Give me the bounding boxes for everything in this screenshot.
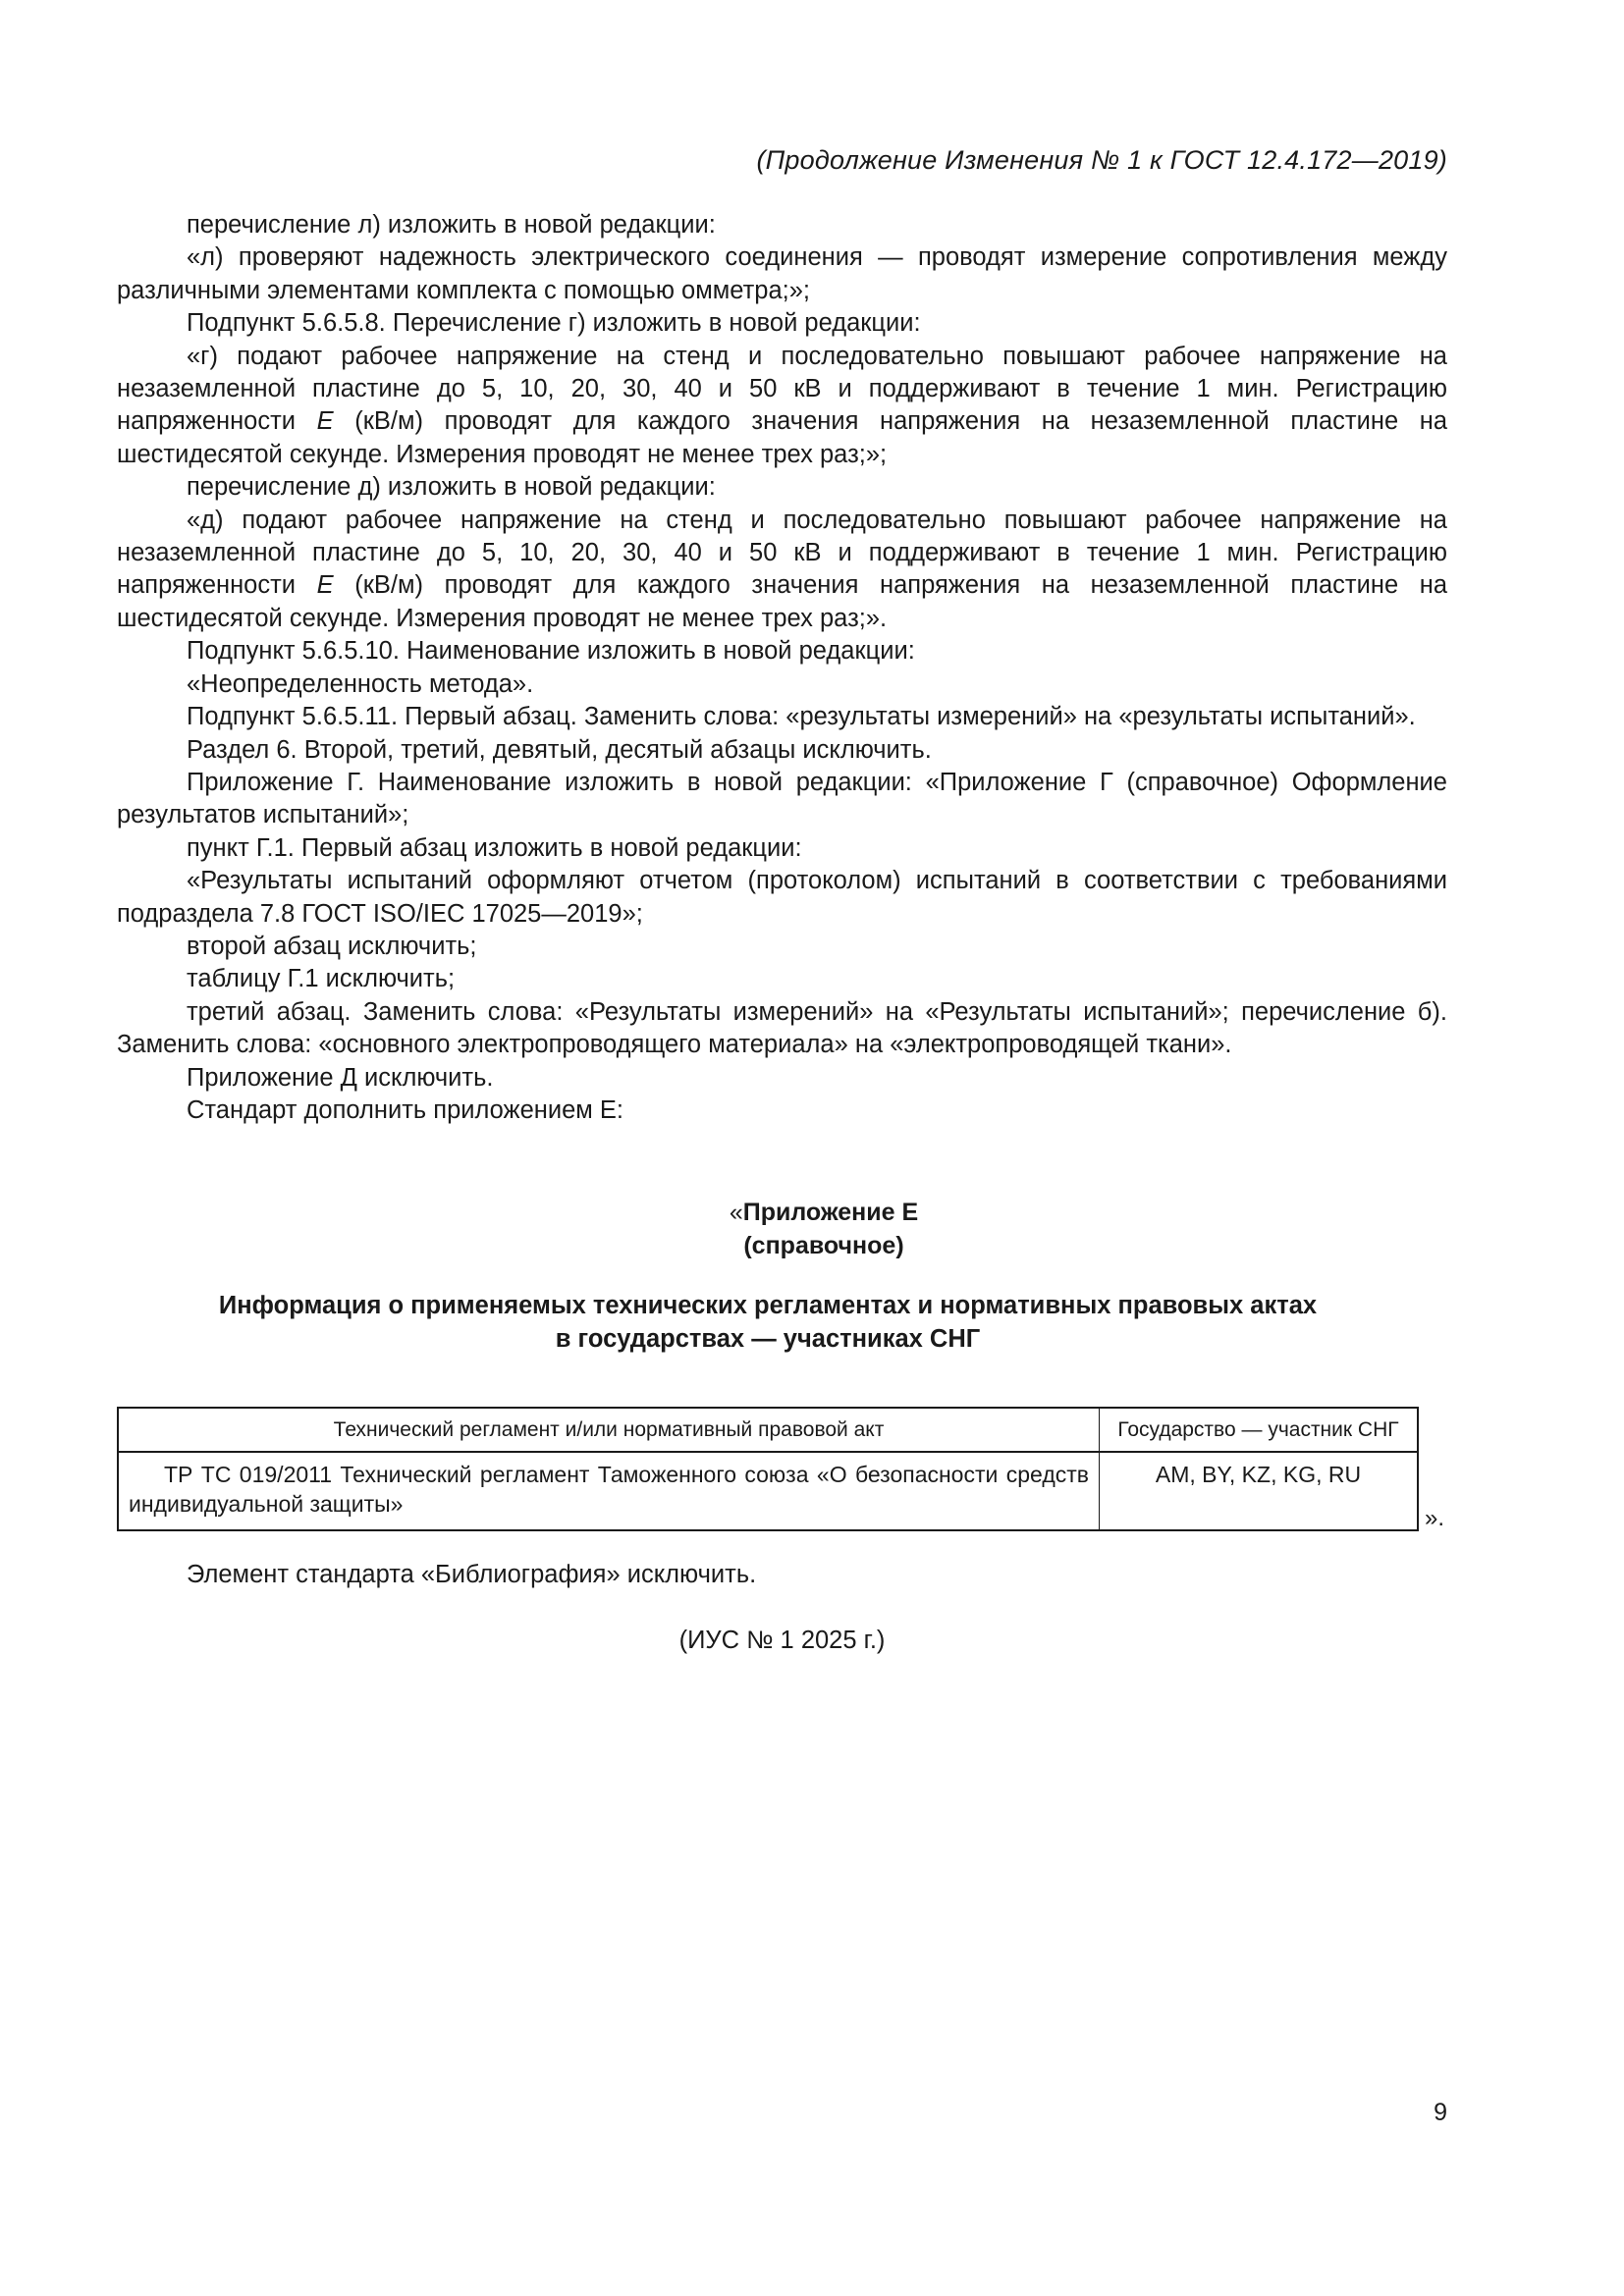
regulations-table [117,1407,1419,1531]
document-page [117,0,1447,2296]
table-header-row [118,1408,1418,1452]
page-number: 9 [1434,2099,1447,2126]
running-header: (Продолжение Изменения № 1 к ГОСТ 12.4.172—2019) [756,145,1447,175]
paragraph-6-text: «д) подают рабочее напряжение на стенд и последовательно повышают рабочее напряжение на незаземленной пластине до 5, 10, 20, 30, 40 и 50 кВ и поддерживают в течение 1 мин. Регистрацию напряженности [117,506,1447,600]
paragraph-3: Подпункт 5.6.5.8. Перечисление г) изложить в новой редакции: [187,309,921,338]
paragraph-13: «Результаты испытаний оформляют отчетом (протоколом) испытаний в соответствии с требованиями подраздела 7.8 ГОСТ ISO/IEC 17025—2019»; [117,867,1447,928]
paragraph-7: Подпункт 5.6.5.10. Наименование изложить в новой редакции: [187,637,915,666]
paragraph-4-text: «г) подают рабочее напряжение на стенд и последовательно повышают рабочее напряжение на незаземленной пластине до 5, 10, 20, 30, 40 и 50 кВ и поддерживают в течение 1 мин. Регистрацию напряженности [117,342,1447,436]
paragraph-12: пункт Г.1. Первый абзац изложить в новой редакции: [187,833,802,862]
table-row [118,1452,1418,1530]
paragraph-17: Приложение Д исключить. [187,1063,494,1092]
ius-reference: (ИУС № 1 2025 г.) [678,1627,886,1654]
header-state: Государство — участник СНГ [1100,1408,1419,1452]
paragraph-2: «л) проверяют надежность электрического соединения — проводят измерение сопротивления между различными элементами комплекта с помощью омметра;»; [117,243,1447,304]
annex-title-line-1: Информация о применяемых технических регламентах и нормативных правовых актах [218,1292,1318,1319]
paragraph-8: «Неопределенность метода». [187,669,534,698]
paragraph-15: таблицу Г.1 исключить; [187,965,456,993]
annex-label-line [117,1196,1531,1229]
cell-act: ТР ТС 019/2011 Технический регламент Таможенного союза «О безопасности средств индивидуальной защиты» [118,1452,1100,1530]
header-act: Технический регламент и/или нормативный правовой акт [118,1408,1100,1452]
paragraph-4-tail: (кВ/м) проводят для каждого значения напряжения на незаземленной пластине на шестидесятой секунде. Измерения проводят не менее трех раз;»; [117,407,1447,468]
paragraph-11: Приложение Г. Наименование изложить в новой редакции: «Приложение Г (справочное) Оформление результатов испытаний»; [117,768,1447,829]
paragraph-10: Раздел 6. Второй, третий, девятый, десятый абзацы исключить. [187,735,932,764]
amendment-body [117,209,1447,1127]
paragraph-1: перечисление л) изложить в новой редакции: [187,211,716,239]
paragraph-14: второй абзац исключить; [187,932,477,960]
annex-heading [117,1196,1531,1262]
cell-states: AM, BY, KZ, KG, RU [1100,1452,1419,1530]
symbol-e: E [316,571,334,600]
paragraph-18: Стандарт дополнить приложением Е: [187,1095,624,1124]
table-closing-mark: ». [1425,1505,1445,1531]
annex-title-line-2: в государствах — участниках СНГ [555,1325,981,1353]
annex-open-quote: « [729,1199,743,1226]
paragraph-9: Подпункт 5.6.5.11. Первый абзац. Заменить слова: «результаты измерений» на «результаты испытаний». [187,703,1416,731]
paragraph-4 [117,341,1447,472]
symbol-e: E [316,407,334,436]
annex-status: (справочное) [743,1232,904,1259]
annex-title [117,1289,1419,1356]
paragraph-6-tail: (кВ/м) проводят для каждого значения напряжения на незаземленной пластине на шестидесятой секунде. Измерения проводят не менее трех раз;». [117,571,1447,632]
annex-label: Приложение Е [742,1199,919,1226]
paragraph-16: третий абзац. Заменить слова: «Результаты измерений» на «Результаты испытаний»; перечисление б). Заменить слова: «основного электропроводящего материала» на «электропроводящей ткани». [117,997,1447,1059]
paragraph-5: перечисление д) изложить в новой редакции: [187,473,716,502]
bibliography-exclusion: Элемент стандарта «Библиография» исключить. [187,1561,757,1588]
paragraph-6 [117,505,1447,636]
